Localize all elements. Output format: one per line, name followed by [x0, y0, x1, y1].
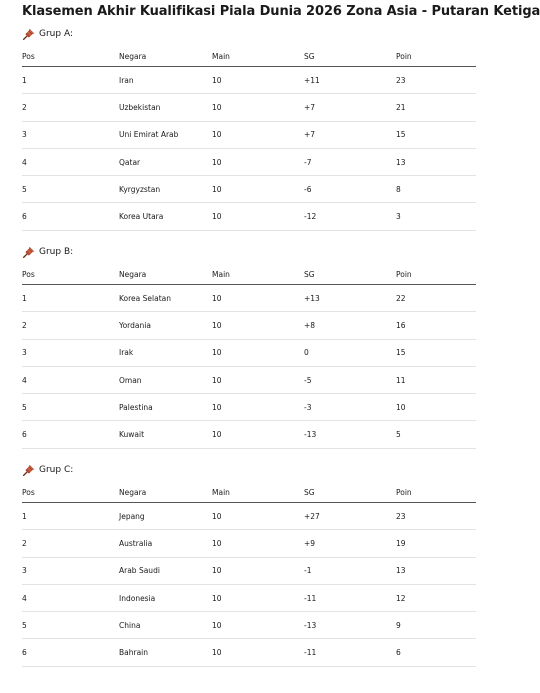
table-row [22, 639, 476, 666]
goal-diff-cell: -11 [304, 584, 396, 611]
points-cell: 6 [396, 639, 476, 666]
pos-cell: 6 [22, 203, 119, 230]
table-row [22, 503, 476, 530]
page-title: Klasemen Akhir Kualifikasi Piala Dunia 2026 Zona Asia - Putaran Ketiga [22, 4, 540, 19]
pos-header: Pos [22, 47, 119, 67]
pushpin-icon [22, 246, 35, 259]
played-cell: 10 [212, 421, 304, 448]
played-cell: 10 [212, 394, 304, 421]
played-cell: 10 [212, 285, 304, 312]
table-row [22, 94, 476, 121]
goal-diff-cell: +7 [304, 94, 396, 121]
group-heading [22, 463, 73, 477]
table-row [22, 421, 476, 448]
team-cell: Kyrgyzstan [119, 176, 212, 203]
team-cell: Bahrain [119, 639, 212, 666]
standings-table [22, 483, 476, 667]
table-row [22, 148, 476, 175]
goal-diff-cell: +27 [304, 503, 396, 530]
goal-diff-header: SG [304, 47, 396, 67]
goal-diff-cell: -12 [304, 203, 396, 230]
played-cell: 10 [212, 503, 304, 530]
goal-diff-cell: -1 [304, 557, 396, 584]
points-cell: 13 [396, 557, 476, 584]
played-cell: 10 [212, 121, 304, 148]
pushpin-icon [22, 28, 35, 41]
points-header: Poin [396, 265, 476, 285]
played-header: Main [212, 265, 304, 285]
points-cell: 10 [396, 394, 476, 421]
team-cell: Qatar [119, 148, 212, 175]
pos-cell: 3 [22, 121, 119, 148]
table-row [22, 612, 476, 639]
pos-cell: 1 [22, 67, 119, 94]
goal-diff-cell: +13 [304, 285, 396, 312]
team-header: Negara [119, 265, 212, 285]
played-cell: 10 [212, 366, 304, 393]
team-cell: Oman [119, 366, 212, 393]
team-cell: Korea Selatan [119, 285, 212, 312]
points-header: Poin [396, 47, 476, 67]
pos-cell: 3 [22, 339, 119, 366]
points-cell: 15 [396, 339, 476, 366]
table-row [22, 366, 476, 393]
table-row [22, 394, 476, 421]
points-cell: 22 [396, 285, 476, 312]
pos-cell: 6 [22, 639, 119, 666]
team-cell: Yordania [119, 312, 212, 339]
team-header: Negara [119, 483, 212, 503]
played-cell: 10 [212, 176, 304, 203]
points-cell: 23 [396, 67, 476, 94]
points-cell: 23 [396, 503, 476, 530]
pushpin-icon [22, 464, 35, 477]
played-cell: 10 [212, 67, 304, 94]
pos-cell: 5 [22, 176, 119, 203]
team-cell: Uni Emirat Arab [119, 121, 212, 148]
group-title: Grup C: [39, 465, 74, 475]
table-header-row [22, 265, 476, 285]
played-cell: 10 [212, 203, 304, 230]
played-header: Main [212, 47, 304, 67]
played-cell: 10 [212, 312, 304, 339]
table-row [22, 312, 476, 339]
goal-diff-cell: -3 [304, 394, 396, 421]
points-cell: 8 [396, 176, 476, 203]
team-cell: Korea Utara [119, 203, 212, 230]
points-cell: 13 [396, 148, 476, 175]
played-cell: 10 [212, 612, 304, 639]
goal-diff-cell: -11 [304, 639, 396, 666]
points-cell: 19 [396, 530, 476, 557]
points-cell: 12 [396, 584, 476, 611]
team-cell: Indonesia [119, 584, 212, 611]
table-row [22, 584, 476, 611]
goal-diff-header: SG [304, 265, 396, 285]
pos-cell: 1 [22, 503, 119, 530]
table-row [22, 121, 476, 148]
played-cell: 10 [212, 584, 304, 611]
pos-cell: 2 [22, 530, 119, 557]
pos-cell: 3 [22, 557, 119, 584]
team-cell: Irak [119, 339, 212, 366]
points-cell: 21 [396, 94, 476, 121]
points-cell: 3 [396, 203, 476, 230]
table-row [22, 203, 476, 230]
table-row [22, 67, 476, 94]
points-cell: 15 [396, 121, 476, 148]
goal-diff-cell: -5 [304, 366, 396, 393]
group-title: Grup B: [39, 247, 74, 257]
team-cell: Palestina [119, 394, 212, 421]
team-cell: Kuwait [119, 421, 212, 448]
pos-header: Pos [22, 265, 119, 285]
goal-diff-cell: -7 [304, 148, 396, 175]
played-cell: 10 [212, 339, 304, 366]
table-header-row [22, 47, 476, 67]
group-title: Grup A: [39, 29, 73, 39]
played-cell: 10 [212, 557, 304, 584]
played-cell: 10 [212, 148, 304, 175]
team-cell: Australia [119, 530, 212, 557]
table-row [22, 285, 476, 312]
points-cell: 9 [396, 612, 476, 639]
team-cell: Jepang [119, 503, 212, 530]
team-cell: Uzbekistan [119, 94, 212, 121]
played-header: Main [212, 483, 304, 503]
points-header: Poin [396, 483, 476, 503]
pos-cell: 1 [22, 285, 119, 312]
points-cell: 11 [396, 366, 476, 393]
table-row [22, 176, 476, 203]
pos-cell: 4 [22, 148, 119, 175]
pos-cell: 5 [22, 612, 119, 639]
goal-diff-cell: 0 [304, 339, 396, 366]
goal-diff-cell: -6 [304, 176, 396, 203]
team-cell: Iran [119, 67, 212, 94]
pos-cell: 6 [22, 421, 119, 448]
group-heading [22, 245, 73, 259]
points-cell: 5 [396, 421, 476, 448]
team-header: Negara [119, 47, 212, 67]
goal-diff-cell: -13 [304, 612, 396, 639]
goal-diff-cell: +11 [304, 67, 396, 94]
pos-cell: 4 [22, 584, 119, 611]
goal-diff-cell: +8 [304, 312, 396, 339]
standings-table [22, 47, 476, 231]
table-row [22, 557, 476, 584]
pos-cell: 2 [22, 94, 119, 121]
goal-diff-cell: -13 [304, 421, 396, 448]
pos-header: Pos [22, 483, 119, 503]
team-cell: China [119, 612, 212, 639]
points-cell: 16 [396, 312, 476, 339]
standings-table [22, 265, 476, 449]
group-heading [22, 27, 73, 41]
table-header-row [22, 483, 476, 503]
goal-diff-cell: +7 [304, 121, 396, 148]
table-row [22, 530, 476, 557]
table-row [22, 339, 476, 366]
played-cell: 10 [212, 639, 304, 666]
goal-diff-header: SG [304, 483, 396, 503]
played-cell: 10 [212, 94, 304, 121]
goal-diff-cell: +9 [304, 530, 396, 557]
pos-cell: 5 [22, 394, 119, 421]
team-cell: Arab Saudi [119, 557, 212, 584]
pos-cell: 2 [22, 312, 119, 339]
played-cell: 10 [212, 530, 304, 557]
pos-cell: 4 [22, 366, 119, 393]
